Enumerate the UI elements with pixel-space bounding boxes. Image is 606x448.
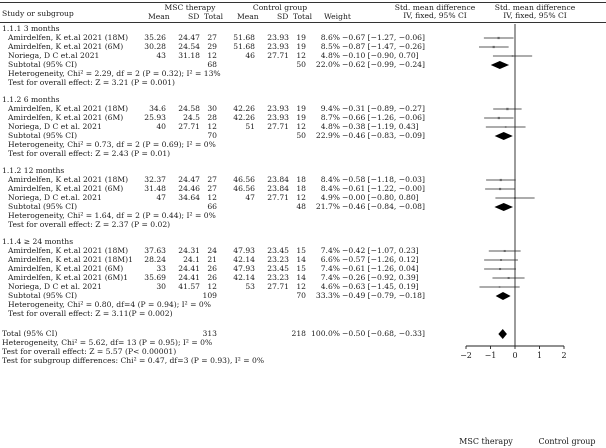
subtotal-label: Subtotal (95% CI) — [8, 60, 78, 69]
header-plot-title: Std. mean difference — [494, 3, 576, 12]
subtotal-weight: 33.3% — [315, 291, 340, 300]
total-diamond — [498, 329, 507, 339]
study-mean2: 47 — [245, 193, 255, 202]
study-ci: −0.61 [−1.26, 0.04] — [342, 264, 419, 273]
study-ci: −0.26 [−0.92, 0.39] — [342, 273, 419, 282]
study-total2: 12 — [296, 51, 306, 60]
study-weight: 7.4% — [320, 273, 340, 282]
study-total2: 19 — [296, 113, 306, 122]
study-total1: 27 — [207, 175, 217, 184]
study-sd1: 41.57 — [178, 282, 200, 291]
study-total1: 29 — [207, 42, 217, 51]
study-weight: 4.8% — [320, 51, 340, 60]
study-mean1: 30.28 — [144, 42, 166, 51]
study-sd2: 23.93 — [267, 42, 289, 51]
study-point — [493, 46, 495, 48]
total-label: Total (95% CI) — [2, 329, 58, 338]
subtotal-ci: −0.46 [−0.84, −0.08] — [342, 202, 425, 211]
study-point — [508, 277, 510, 279]
study-point — [506, 108, 508, 110]
study-name: Amirdelfen, K et.al 2021 (6M)1 — [8, 273, 129, 282]
header-weight: Weight — [324, 12, 351, 21]
study-mean2: 42.26 — [233, 113, 255, 122]
study-total2: 19 — [296, 42, 306, 51]
subgroup-title: 1.1.2 6 months — [2, 95, 60, 104]
study-ci: −0.10 [−0.90, 0.70] — [342, 51, 419, 60]
study-point — [497, 37, 499, 39]
study-sd1: 24.1 — [183, 255, 200, 264]
subtotal-label: Subtotal (95% CI) — [8, 202, 78, 211]
study-ci: −0.31 [−0.89, −0.27] — [342, 104, 425, 113]
study-mean1: 25.93 — [144, 113, 166, 122]
subtotal-diamond — [495, 132, 513, 140]
study-name: Amirdelfen, K et.al 2021 (6M) — [8, 42, 124, 51]
study-sd1: 24.41 — [178, 273, 200, 282]
header-total-2: Total — [293, 12, 313, 21]
study-total1: 26 — [207, 264, 217, 273]
total-ci: −0.50 [−0.68, −0.33] — [342, 329, 425, 338]
study-sd2: 23.93 — [267, 104, 289, 113]
subtotal-total1: 66 — [207, 202, 217, 211]
study-sd1: 31.18 — [178, 51, 200, 60]
study-sd2: 23.23 — [267, 273, 289, 282]
study-ci: −0.66 [−1.26, −0.06] — [342, 113, 425, 122]
subgroup-overall-effect: Test for overall effect: Z = 2.37 (P = 0.02) — [8, 220, 171, 229]
study-total1: 30 — [207, 104, 217, 113]
study-point — [499, 286, 501, 288]
header-sd-2: SD — [277, 12, 289, 21]
study-name: Amirdelfen, K et.al 2021 (6M) — [8, 113, 124, 122]
study-point — [499, 268, 501, 270]
header-smd-method: IV, fixed, 95% CI — [403, 11, 467, 20]
study-name: Amirdelfen, K et.al 2021 (6M) — [8, 184, 124, 193]
study-point — [504, 250, 506, 252]
study-sd1: 24.41 — [178, 264, 200, 273]
subtotal-total1: 109 — [202, 291, 217, 300]
subgroup-overall-effect: Test for overall effect: Z = 2.43 (P = 0.01) — [8, 149, 171, 158]
study-total1: 27 — [207, 33, 217, 42]
study-sd1: 24.5 — [183, 113, 200, 122]
study-name: Amirdelfen, K et.al 2021 (6M) — [8, 264, 124, 273]
study-sd2: 27.71 — [267, 51, 289, 60]
study-total2: 18 — [296, 184, 306, 193]
study-total2: 12 — [296, 122, 306, 131]
study-sd2: 27.71 — [267, 282, 289, 291]
study-total1: 21 — [207, 255, 217, 264]
study-total2: 14 — [296, 273, 306, 282]
study-mean1: 34.6 — [149, 104, 166, 113]
study-mean1: 31.48 — [144, 184, 166, 193]
subtotal-total2: 50 — [296, 131, 306, 140]
x-tick-label: −2 — [460, 351, 472, 360]
header-study: Study or subgroup — [2, 9, 74, 18]
study-weight: 8.7% — [320, 113, 340, 122]
subtotal-label: Subtotal (95% CI) — [8, 131, 78, 140]
subtotal-total1: 70 — [207, 131, 217, 140]
study-mean1: 30 — [156, 282, 166, 291]
header-sd-1: SD — [188, 12, 200, 21]
study-mean1: 35.69 — [144, 273, 166, 282]
study-sd1: 34.64 — [178, 193, 200, 202]
study-weight: 4.6% — [320, 282, 340, 291]
subtotal-ci: −0.62 [−0.99, −0.24] — [342, 60, 425, 69]
subtotal-label: Subtotal (95% CI) — [8, 291, 78, 300]
study-mean1: 43 — [156, 51, 166, 60]
study-total1: 27 — [207, 184, 217, 193]
study-sd2: 23.84 — [267, 184, 289, 193]
study-sd2: 27.71 — [267, 193, 289, 202]
subtotal-total2: 70 — [296, 291, 306, 300]
study-sd1: 24.47 — [178, 33, 200, 42]
study-total2: 15 — [296, 246, 306, 255]
study-total2: 12 — [296, 193, 306, 202]
study-total1: 12 — [207, 193, 217, 202]
study-mean1: 40 — [156, 122, 166, 131]
study-mean1: 32.37 — [144, 175, 166, 184]
study-weight: 4.9% — [320, 193, 340, 202]
subtotal-diamond — [494, 203, 513, 211]
subtotal-weight: 21.7% — [315, 202, 340, 211]
study-mean2: 51 — [245, 122, 255, 131]
study-ci: −0.61 [−1.22, −0.00] — [342, 184, 425, 193]
study-ci: −0.87 [−1.47, −0.26] — [342, 42, 425, 51]
subgroup-heterogeneity: Heterogeneity, Chi² = 2.29, df = 2 (P = 0.32); I² = 13% — [8, 69, 221, 78]
study-mean2: 46 — [245, 51, 255, 60]
subgroup-overall-effect: Test for overall effect: Z = 3.11(P = 0.002) — [8, 309, 173, 318]
study-mean2: 42.14 — [233, 273, 255, 282]
study-total2: 19 — [296, 104, 306, 113]
subtotal-diamond — [496, 292, 511, 300]
footer-line: Test for overall effect: Z = 5.57 (P< 0.00001) — [2, 347, 177, 356]
study-ci: −0.38 [−1.19, 0.43] — [342, 122, 419, 131]
study-name: Noriega, D C et al. 2021 — [8, 122, 102, 131]
study-weight: 8.6% — [320, 33, 340, 42]
study-name: Noriega, D C et al. 2021 — [8, 282, 102, 291]
study-sd2: 23.93 — [267, 113, 289, 122]
study-sd1: 24.47 — [178, 175, 200, 184]
study-total2: 18 — [296, 175, 306, 184]
total-weight: 100.0% — [311, 329, 340, 338]
study-total1: 26 — [207, 273, 217, 282]
study-point — [500, 259, 502, 261]
study-total1: 28 — [207, 113, 217, 122]
x-tick-label: −1 — [484, 351, 497, 360]
study-mean2: 51.68 — [233, 33, 255, 42]
subtotal-ci: −0.46 [−0.83, −0.09] — [342, 131, 425, 140]
study-sd2: 23.23 — [267, 255, 289, 264]
study-weight: 7.4% — [320, 264, 340, 273]
subgroup-title: 1.1.4 ≥ 24 months — [2, 237, 74, 246]
study-sd1: 24.54 — [178, 42, 200, 51]
study-sd2: 27.71 — [267, 122, 289, 131]
study-total1: 12 — [207, 122, 217, 131]
study-total2: 19 — [296, 33, 306, 42]
study-mean2: 53 — [245, 282, 255, 291]
study-mean1: 35.26 — [144, 33, 166, 42]
study-mean1: 33 — [156, 264, 166, 273]
subgroup-title: 1.1.1 3 months — [2, 24, 60, 33]
study-point — [500, 179, 502, 181]
study-name: Amirdelfen, K et.al 2021 (18M) — [8, 246, 129, 255]
footer-line: Heterogeneity, Chi² = 5.62, df= 13 (P = 0.95); I² = 0% — [2, 338, 213, 347]
study-ci: −0.63 [−1.45, 0.19] — [342, 282, 419, 291]
study-name: Noriega, D C et.al. 2021 — [8, 193, 102, 202]
study-sd2: 23.84 — [267, 175, 289, 184]
x-tick-label: 2 — [561, 351, 567, 360]
x-tick-label: 0 — [512, 351, 518, 360]
study-mean2: 46.56 — [233, 184, 255, 193]
study-name: Noriega, D C et.al 2021 — [8, 51, 100, 60]
subtotal-total1: 68 — [207, 60, 217, 69]
subgroup-overall-effect: Test for overall effect: Z = 3.21 (P = 0.001) — [8, 78, 175, 87]
total-total1: 313 — [202, 329, 217, 338]
study-weight: 8.4% — [320, 175, 340, 184]
subgroup-heterogeneity: Heterogeneity, Chi² = 0.73, df = 2 (P = 0.69); I² = 0% — [8, 140, 216, 149]
header-group1: MSC therapy — [164, 3, 216, 12]
study-mean2: 42.26 — [233, 104, 255, 113]
study-mean2: 46.56 — [233, 175, 255, 184]
study-point — [505, 126, 507, 128]
subgroup-heterogeneity: Heterogeneity, Chi² = 1.64, df = 2 (P = 0.44); I² = 0% — [8, 211, 216, 220]
study-mean2: 51.68 — [233, 42, 255, 51]
study-mean2: 47.93 — [233, 264, 255, 273]
header-plot-method: IV, fixed, 95% CI — [503, 11, 567, 20]
study-total1: 12 — [207, 282, 217, 291]
study-sd1: 24.58 — [178, 104, 200, 113]
study-sd2: 23.45 — [267, 246, 289, 255]
study-weight: 7.4% — [320, 246, 340, 255]
study-mean1: 37.63 — [144, 246, 166, 255]
subgroup-title: 1.1.2 12 months — [2, 166, 65, 175]
header-smd-title: Std. mean difference — [394, 3, 476, 12]
study-weight: 6.6% — [320, 255, 340, 264]
study-sd1: 24.46 — [178, 184, 200, 193]
study-total1: 24 — [207, 246, 217, 255]
subtotal-total2: 50 — [296, 60, 306, 69]
study-point — [498, 117, 500, 119]
subtotal-total2: 48 — [296, 202, 306, 211]
header-mean-2: Mean — [237, 12, 259, 21]
study-total2: 14 — [296, 255, 306, 264]
study-ci: −0.42 [−1.07, 0.23] — [342, 246, 419, 255]
x-tick-label: 1 — [536, 351, 543, 360]
study-ci: −0.00 [−0.80, 0.80] — [342, 193, 419, 202]
study-sd1: 27.71 — [178, 122, 200, 131]
study-ci: −0.67 [−1.27, −0.06] — [342, 33, 425, 42]
header-total-1: Total — [204, 12, 224, 21]
study-name: Amirdelfen, K et.al 2021 (18M) — [8, 104, 129, 113]
study-weight: 9.4% — [320, 104, 340, 113]
study-sd1: 24.31 — [178, 246, 200, 255]
subtotal-ci: −0.49 [−0.79, −0.18] — [342, 291, 425, 300]
study-ci: −0.58 [−1.18, −0.03] — [342, 175, 425, 184]
study-name: Amirdelfen, K et.al 2021 (18M)1 — [8, 255, 133, 264]
subtotal-diamond — [491, 61, 509, 69]
study-total2: 15 — [296, 264, 306, 273]
study-sd2: 23.93 — [267, 33, 289, 42]
study-weight: 4.8% — [320, 122, 340, 131]
study-name: Amirdelfen, K et.al 2021 (18M) — [8, 175, 129, 184]
study-mean1: 47 — [156, 193, 166, 202]
study-point — [512, 55, 514, 57]
footer-line: Test for subgroup differences: Chi² = 0.47, df=3 (P = 0.93), I² = 0% — [2, 356, 265, 365]
study-total2: 12 — [296, 282, 306, 291]
total-total2: 218 — [291, 329, 306, 338]
study-mean2: 47.93 — [233, 246, 255, 255]
study-mean2: 42.14 — [233, 255, 255, 264]
study-mean1: 28.24 — [144, 255, 166, 264]
subgroup-heterogeneity: Heterogeneity, Chi² = 0.80, df=4 (P = 0.94); I² = 0% — [8, 300, 211, 309]
subtotal-weight: 22.0% — [315, 60, 340, 69]
study-point — [499, 188, 501, 190]
subtotal-weight: 22.9% — [315, 131, 340, 140]
study-total1: 12 — [207, 51, 217, 60]
study-weight: 8.5% — [320, 42, 340, 51]
study-ci: −0.57 [−1.26, 0.12] — [342, 255, 419, 264]
study-name: Amirdelfen, K et.al 2021 (18M) — [8, 33, 129, 42]
favours-right-label: Control group — [538, 437, 596, 446]
header-group2: Control group — [252, 3, 308, 12]
header-mean-1: Mean — [148, 12, 170, 21]
study-weight: 8.4% — [320, 184, 340, 193]
study-sd2: 23.45 — [267, 264, 289, 273]
favours-left-label: MSC therapy — [459, 437, 513, 446]
